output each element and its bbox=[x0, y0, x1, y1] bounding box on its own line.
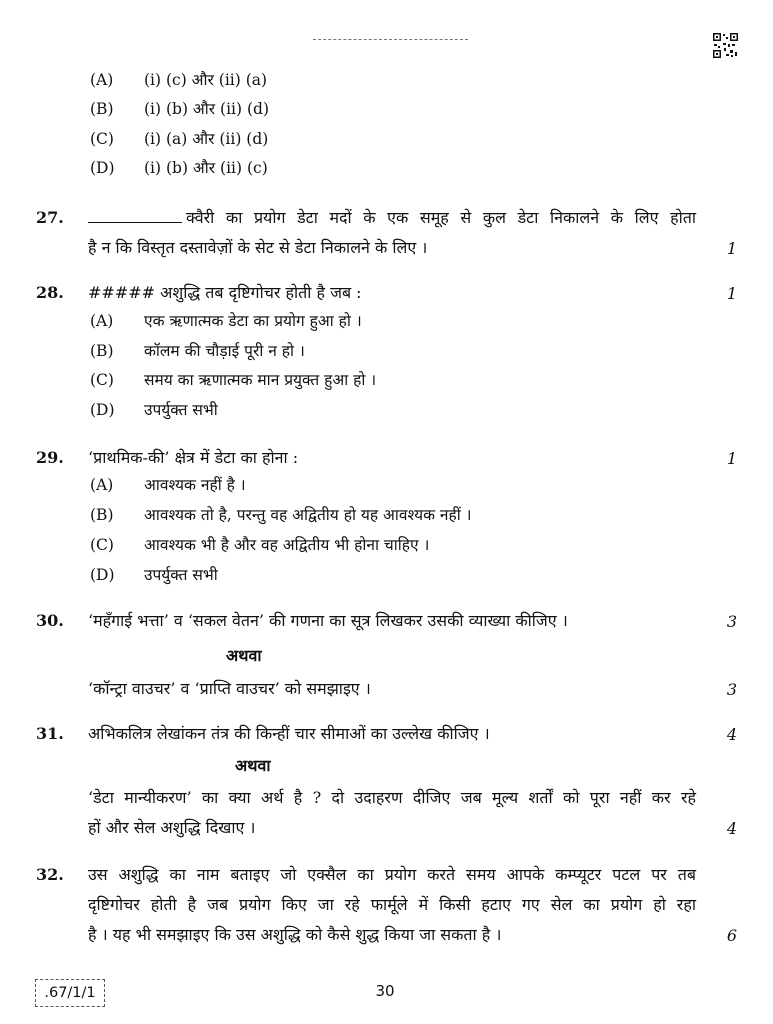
option-label: (D) bbox=[90, 159, 115, 177]
option-text: (i) (c) और (ii) (a) bbox=[144, 71, 268, 89]
option-label: (C) bbox=[90, 371, 114, 389]
q29-marks: 1 bbox=[726, 449, 737, 468]
q27-line-1-text: क्वैरी का प्रयोग डेटा मदों के एक समूह से कुल डेटा निकालने के लिए होता bbox=[186, 208, 696, 227]
q30-marks: 3 bbox=[726, 612, 737, 631]
q28-marks: 1 bbox=[726, 284, 737, 303]
q30-alt-marks: 3 bbox=[726, 680, 737, 699]
q31-alt-line-1: ‘डेटा मान्यीकरण’ का क्या अर्थ है ? दो उदाहरण दीजिए जब मूल्य शर्तों को पूरा नहीं कर रहे bbox=[88, 788, 696, 807]
q30-question: ‘महँगाई भत्ता’ व ‘सकल वेतन’ की गणना का सूत्र लिखकर उसकी व्याख्या कीजिए । bbox=[88, 611, 568, 630]
paper-code-box: .67/1/1 bbox=[35, 979, 105, 1007]
option-text: समय का ऋणात्मक मान प्रयुक्त हुआ हो । bbox=[144, 371, 377, 389]
q27-line-2: है न कि विस्तृत दस्तावेज़ों के सेट से डेटा निकालने के लिए । bbox=[88, 238, 428, 257]
q32-line-1: उस अशुद्धि का नाम बताइए जो एक्सैल का प्रयोग करते समय आपके कम्प्यूटर पटल पर तब bbox=[88, 865, 696, 884]
option-label: (B) bbox=[90, 342, 114, 360]
header-dashed-line bbox=[313, 39, 468, 40]
q31-alt-marks: 4 bbox=[726, 819, 737, 838]
option-label: (B) bbox=[90, 100, 114, 118]
option-text: आवश्यक तो है, परन्तु वह अद्वितीय हो यह आवश्यक नहीं । bbox=[144, 506, 472, 524]
question-number-32: 32. bbox=[36, 865, 64, 884]
option-label: (A) bbox=[90, 312, 114, 330]
option-label: (D) bbox=[90, 566, 115, 584]
option-text: आवश्यक नहीं है । bbox=[144, 476, 246, 494]
page-number: 30 bbox=[375, 982, 395, 1000]
q28-question: ##### अशुद्धि तब दृष्टिगोचर होती है जब : bbox=[88, 283, 362, 302]
option-text: आवश्यक भी है और वह अद्वितीय भी होना चाहिए । bbox=[144, 536, 430, 554]
option-label: (A) bbox=[90, 71, 114, 89]
option-text: कॉलम की चौड़ाई पूरी न हो । bbox=[144, 342, 305, 360]
question-number-31: 31. bbox=[36, 724, 64, 743]
q27-marks: 1 bbox=[726, 239, 737, 258]
q32-marks: 6 bbox=[726, 926, 737, 945]
question-number-28: 28. bbox=[36, 283, 64, 302]
option-text: उपर्युक्त सभी bbox=[144, 566, 218, 584]
option-text: उपर्युक्त सभी bbox=[144, 401, 218, 419]
q32-line-3: है । यह भी समझाइए कि उस अशुद्धि को कैसे शुद्ध किया जा सकता है । bbox=[88, 925, 502, 944]
q27-line-1 bbox=[88, 208, 696, 228]
fill-in-blank bbox=[88, 210, 182, 223]
option-label: (A) bbox=[90, 476, 114, 494]
option-text: (i) (b) और (ii) (d) bbox=[144, 100, 269, 118]
option-text: (i) (b) और (ii) (c) bbox=[144, 159, 268, 177]
question-number-30: 30. bbox=[36, 611, 64, 630]
option-label: (C) bbox=[90, 130, 114, 148]
qr-code-icon bbox=[712, 32, 739, 59]
option-text: (i) (a) और (ii) (d) bbox=[144, 130, 269, 148]
question-number-29: 29. bbox=[36, 448, 64, 467]
q31-question: अभिकलित्र लेखांकन तंत्र की किन्हीं चार सीमाओं का उल्लेख कीजिए । bbox=[88, 724, 490, 743]
q29-question: ‘प्राथमिक-की’ क्षेत्र में डेटा का होना : bbox=[88, 448, 299, 467]
option-label: (C) bbox=[90, 536, 114, 554]
q31-or-heading: अथवा bbox=[235, 756, 271, 775]
q31-marks: 4 bbox=[726, 725, 737, 744]
question-number-27: 27. bbox=[36, 208, 64, 227]
q32-line-2: दृष्टिगोचर होती है जब प्रयोग किए जा रहे फार्मूले में किसी हटाए गए सेल का प्रयोग हो रहा bbox=[88, 895, 696, 914]
option-label: (B) bbox=[90, 506, 114, 524]
option-text: एक ऋणात्मक डेटा का प्रयोग हुआ हो । bbox=[144, 312, 362, 330]
q31-alt-line-2: हों और सेल अशुद्धि दिखाए । bbox=[88, 818, 256, 837]
q30-or-heading: अथवा bbox=[226, 646, 262, 665]
option-label: (D) bbox=[90, 401, 115, 419]
q30-alt-question: ‘कॉन्ट्रा वाउचर’ व ‘प्राप्ति वाउचर’ को समझाइए । bbox=[88, 679, 371, 698]
